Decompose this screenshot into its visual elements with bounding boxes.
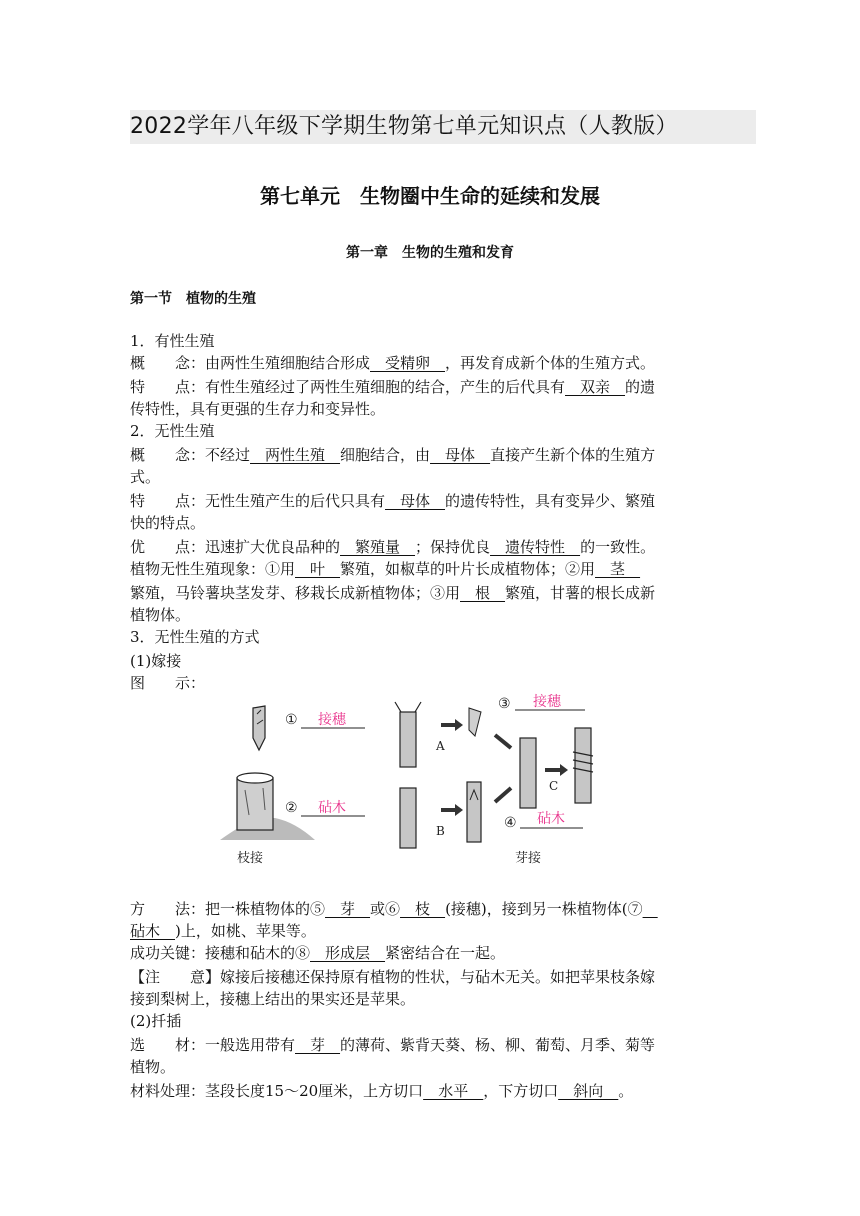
- chapter-heading: 第一章 生物的生殖和发育: [346, 245, 514, 261]
- line-1: 1．有性生殖: [130, 332, 215, 350]
- line-4: 传特性，具有更强的生存力和变异性。: [130, 400, 386, 418]
- line-6: 概 念：不经过__两性生殖__细胞结合，由__母体__直接产生新个体的生殖方: [130, 446, 656, 464]
- rootstock-illustration: [220, 773, 315, 840]
- section-heading: 第一节 植物的生殖: [130, 291, 256, 307]
- line-5: 2．无性生殖: [130, 422, 215, 440]
- arrow-b-label: B: [436, 824, 445, 838]
- line-3: 特 点：有性生殖经过了两性生殖细胞的结合，产生的后代具有__双亲__的遗: [130, 378, 656, 396]
- line-14: 3．无性生殖的方式: [130, 628, 260, 646]
- line-11: 植物无性生殖现象：①用__叶__繁殖，如椒草的叶片长成植物体；②用__茎__: [130, 560, 641, 578]
- line-21: 接到梨树上，接穗上结出的果实还是苹果。: [130, 990, 416, 1008]
- unit-heading: 第七单元 生物圈中生命的延续和发展: [260, 184, 600, 208]
- line-8: 特 点：无性生殖产生的后代只具有__母体__的遗传特性，具有变异少、繁殖: [130, 492, 656, 510]
- line-24: 植物。: [130, 1058, 176, 1076]
- caption-branch-grafting: 枝接: [237, 851, 264, 866]
- marker-3: ③: [498, 696, 511, 712]
- line-15: (1)嫁接: [130, 652, 182, 670]
- line-17: 方 法：把一株植物体的⑤__芽__或⑥__枝__(接穗)，接到另一株植物体(⑦__: [130, 900, 658, 918]
- line-19: 成功关键：接穗和砧木的⑧__形成层__紧密结合在一起。: [130, 944, 506, 962]
- line-13: 植物体。: [130, 606, 191, 624]
- arrow-a-label: A: [436, 739, 445, 753]
- marker-2: ②: [285, 800, 298, 816]
- grafting-diagram: [215, 690, 615, 870]
- line-25: 材料处理：茎段长度15～20厘米，上方切口__水平__，下方切口__斜向__。: [130, 1082, 634, 1100]
- label-scion-3: 接穗: [533, 694, 561, 710]
- line-20: 【注 意】嫁接后接穗还保持原有植物的性状，与砧木无关。如把苹果枝条嫁: [130, 968, 656, 986]
- marker-4: ④: [504, 815, 517, 831]
- line-10: 优 点：迅速扩大优良品种的__繁殖量__；保持优良__遗传特性__的一致性。: [130, 538, 656, 556]
- label-rootstock-4: 砧木: [537, 811, 565, 827]
- line-2: 概 念：由两性生殖细胞结合形成__受精卵__，再发育成新个体的生殖方式。: [130, 354, 656, 372]
- line-9: 快的特点。: [130, 514, 206, 532]
- line-22: (2)扦插: [130, 1012, 182, 1030]
- line-18: 砧木__)上，如桃、苹果等。: [130, 922, 316, 940]
- line-16: 图 示：: [130, 674, 206, 692]
- arrow-c-label: C: [549, 779, 559, 793]
- line-12: 繁殖，马铃薯块茎发芽、移栽长成新植物体；③用__根__繁殖，甘薯的根长成新: [130, 584, 656, 602]
- label-scion-1: 接穗: [318, 712, 346, 728]
- document-title: 2022学年八年级下学期生物第七单元知识点（人教版）: [130, 110, 756, 144]
- scion-illustration: [253, 706, 265, 750]
- marker-1: ①: [285, 712, 298, 728]
- caption-bud-grafting: 芽接: [515, 851, 542, 866]
- line-7: 式。: [130, 468, 161, 486]
- line-23: 选 材：一般选用带有__芽__的薄荷、紫背天葵、杨、柳、葡萄、月季、菊等: [130, 1036, 656, 1054]
- label-rootstock-1: 砧木: [318, 800, 346, 816]
